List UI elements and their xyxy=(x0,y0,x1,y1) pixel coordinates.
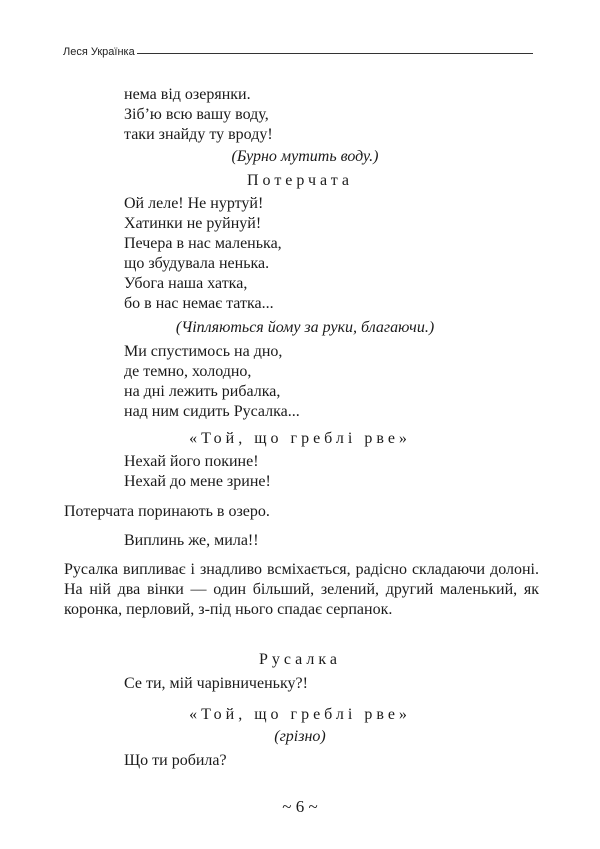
verse-line: Нехай його покине! xyxy=(124,453,259,470)
verse-line: Зіб’ю всю вашу воду, xyxy=(124,106,269,123)
prose-direction: Русалка випливає і знадливо всміхається, радісно складаючи долоні. На ній два вінки — один більший, зелений, другий маленький, як коронка, перловий, з-під нього спадає серпанок. xyxy=(64,561,539,618)
stage-direction: (Бурно мутить воду.) xyxy=(231,148,379,165)
verse-line: Що ти робила? xyxy=(124,752,227,769)
verse-line: Нехай до мене зрине! xyxy=(124,473,271,490)
stage-direction: (грізно) xyxy=(274,728,326,745)
prose-direction: Потерчата поринають в озеро. xyxy=(64,503,270,520)
verse-line: Ми спустимось на дно, xyxy=(124,343,283,360)
verse-line: Хатинки не руйнуй! xyxy=(124,215,262,232)
page-number: ~ 6 ~ xyxy=(282,797,318,816)
verse-line: Ой леле! Не нуртуй! xyxy=(124,195,264,212)
header-rule xyxy=(137,53,533,54)
verse-line: бо в нас немає татка... xyxy=(124,295,274,312)
verse-line: над ним сидить Русалка... xyxy=(124,403,300,420)
verse-line: Се ти, мій чарівниченьку?! xyxy=(124,675,308,692)
verse-line: Виплинь же, мила!! xyxy=(124,532,259,549)
stage-direction: (Чіпляються йому за руки, благаючи.) xyxy=(175,319,435,336)
verse-line: нема від озерянки. xyxy=(124,86,251,103)
speaker-name: «Той, що греблі рве» xyxy=(189,430,411,447)
speaker-name: Потерчата xyxy=(246,172,354,189)
speaker-name: «Той, що греблі рве» xyxy=(189,706,411,723)
verse-line: Печера в нас маленька, xyxy=(124,235,282,252)
verse-line: таки знайду ту вроду! xyxy=(124,126,273,143)
speaker-name: Русалка xyxy=(258,651,342,668)
verse-line: Убога наша хатка, xyxy=(124,275,248,292)
running-header-author: Леся Українка xyxy=(63,46,135,58)
verse-line: на дні лежить рибалка, xyxy=(124,383,281,400)
verse-line: де темно, холодно, xyxy=(124,363,252,380)
verse-line: що збудувала ненька. xyxy=(124,255,270,272)
